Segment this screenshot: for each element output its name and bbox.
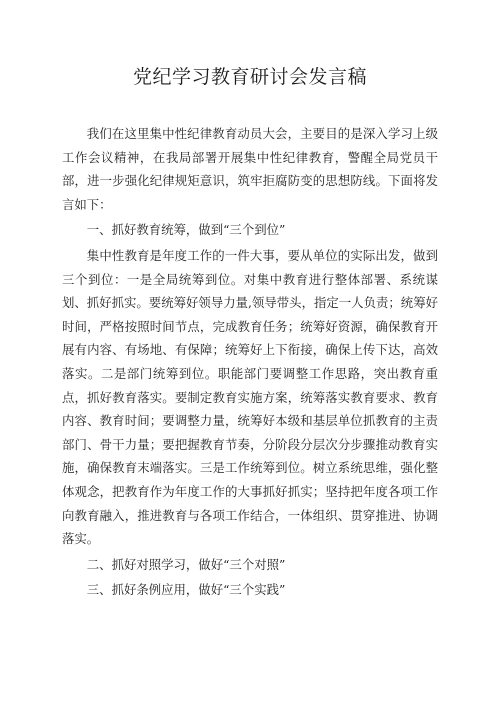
section-heading-2: 二、抓好对照学习，做好“三个对照” — [86, 556, 286, 572]
section-1-paragraph: 集中性教育是年度工作的一件大事，要从单位的实际出发，做到三个到位：一是全局统筹到位。对集中教育进行整体部署、系统谋划、抓好抓实。要统筹好领导力量,领导带头，指定一人负责；统筹好时间，严格按照时间节点，完成教育任务；统筹好资源，确保教育开展有内容、有场地、有保障；统筹好上下衔接，确保上传下达，高效落实。二是部门统筹到位。职能部门要调整工作思路，突出教育重点，抓好教育落实。要制定教育实施方案，统筹落实教育要求、教育内容、教育时间；要调整力量，统筹好本级和基层单位抓教育的主责部门、骨干力量；要把握教育节奏，分阶段分层次分步骤推动教育实施，确保教育末端落实。三是工作统筹到位。树立系统思维，强化整体观念，把教育作为年度工作的大事抓好抓实；坚持把年度各项工作向教育融入，推进教育与各项工作结合，一体组织、贯穿推进、协调落实。 — [62, 247, 438, 547]
intro-paragraph: 我们在这里集中性纪律教育动员大会，主要目的是深入学习上级工作会议精神，在我局部署开展集中性纪律教育，警醒全局党员干部，进一步强化纪律规矩意识，筑牢拒腐防变的思想防线。下面将发言如下： — [62, 126, 438, 212]
page-title: 党纪学习教育研讨会发言稿 — [132, 66, 367, 88]
document-body — [62, 122, 438, 604]
section-heading-1: 一、抓好教育统筹，做到“三个到位” — [86, 222, 286, 238]
section-heading-3: 三、抓好条例应用，做好“三个实践” — [86, 582, 286, 598]
